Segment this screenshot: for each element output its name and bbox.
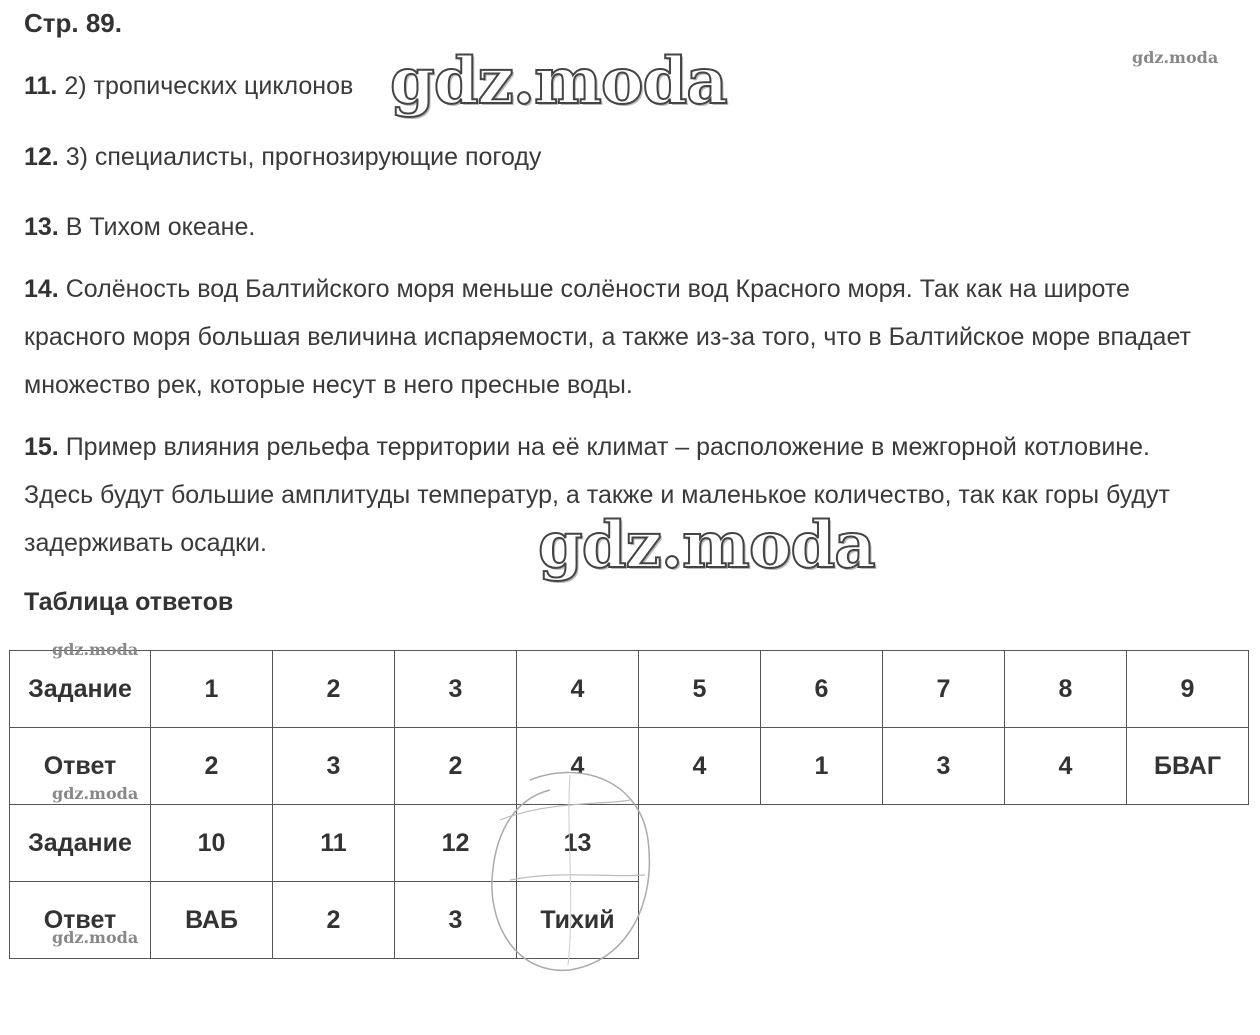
empty-cell (1127, 882, 1249, 959)
watermark-large-top: gdz.moda (390, 44, 727, 119)
answer-11 (24, 62, 1224, 110)
answer-text: Пример влияния рельефа территории на её климат – расположение в межгорной котловине. Здесь будут большие амплитуды температур, а также и маленькое количество, так как горы будут задерживать осадки. (24, 433, 1170, 557)
answer-cell: Тихий (517, 882, 639, 959)
task-cell: 7 (883, 651, 1005, 728)
table-row-tasks-2 (10, 805, 1249, 882)
task-cell: 3 (395, 651, 517, 728)
answer-cell: 2 (395, 728, 517, 805)
answer-cell: 1 (761, 728, 883, 805)
task-label-cell: Задание (10, 805, 151, 882)
answer-cell: БВАГ (1127, 728, 1249, 805)
answer-text: 2) тропических циклонов (57, 72, 354, 100)
empty-cell (639, 805, 761, 882)
task-cell: 5 (639, 651, 761, 728)
table-row-answers-2 (10, 882, 1249, 959)
task-cell: 1 (151, 651, 273, 728)
answer-label-cell: Ответ (10, 728, 151, 805)
task-cell: 4 (517, 651, 639, 728)
table-title: Таблица ответов (24, 588, 234, 616)
answer-cell: 4 (1005, 728, 1127, 805)
page-title: Стр. 89. (24, 8, 122, 38)
answer-cell: 4 (639, 728, 761, 805)
answer-cell: 4 (517, 728, 639, 805)
task-cell: 6 (761, 651, 883, 728)
answer-text: В Тихом океане. (58, 213, 256, 241)
answer-number: 14. (24, 275, 59, 303)
watermark-small-table-2: gdz.moda (52, 784, 139, 803)
answer-number: 13. (24, 213, 59, 241)
answers-table (9, 650, 1249, 959)
watermark-small-table-1: gdz.moda (52, 640, 139, 659)
empty-cell (883, 882, 1005, 959)
answer-text: 3) специалисты, прогнозирующие погоду (58, 143, 542, 171)
task-cell: 2 (273, 651, 395, 728)
answer-cell: 2 (273, 882, 395, 959)
table-row-answers-1 (10, 728, 1249, 805)
empty-cell (761, 805, 883, 882)
answer-text: Солёность вод Балтийского моря меньше солёности вод Красного моря. Так как на широте красного моря большая величина испаряемости, а также из-за того, что в Балтийское море впадает множество рек, которые несут в него пресные воды. (24, 275, 1191, 399)
empty-cell (1127, 805, 1249, 882)
answer-label-cell: Ответ (10, 882, 151, 959)
task-cell: 11 (273, 805, 395, 882)
answer-number: 11. (24, 72, 58, 100)
answer-cell: 3 (883, 728, 1005, 805)
answer-cell: 3 (273, 728, 395, 805)
table-row-tasks-1 (10, 651, 1249, 728)
watermark-small-corner: gdz.moda (1132, 48, 1219, 67)
answer-14 (24, 265, 1224, 409)
watermark-small-table-3: gdz.moda (52, 928, 139, 947)
task-label-cell: Задание (10, 651, 151, 728)
empty-cell (883, 805, 1005, 882)
empty-cell (761, 882, 883, 959)
task-cell: 12 (395, 805, 517, 882)
answer-number: 12. (24, 143, 59, 171)
answer-cell: 3 (395, 882, 517, 959)
empty-cell (1005, 882, 1127, 959)
empty-cell (1005, 805, 1127, 882)
answer-12 (24, 133, 1224, 181)
answer-number: 15. (24, 433, 59, 461)
answer-cell: ВАБ (151, 882, 273, 959)
task-cell: 8 (1005, 651, 1127, 728)
answer-cell: 2 (151, 728, 273, 805)
watermark-large-middle: gdz.moda (538, 508, 875, 583)
task-cell: 10 (151, 805, 273, 882)
answer-13 (24, 203, 1224, 251)
task-cell: 13 (517, 805, 639, 882)
answer-15 (24, 423, 1224, 567)
empty-cell (639, 882, 761, 959)
task-cell: 9 (1127, 651, 1249, 728)
